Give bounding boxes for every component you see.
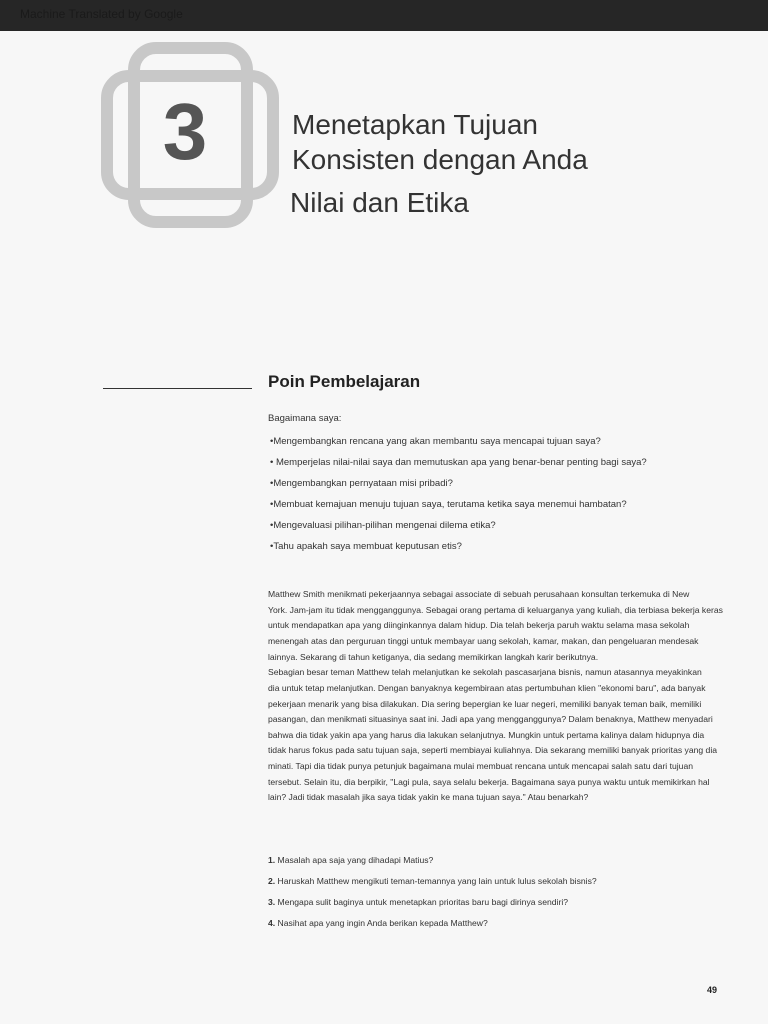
- case-text-line: Sebagian besar teman Matthew telah melanjutkan ke sekolah pascasarjana bisnis, namun atasannya meyakinkan: [268, 667, 702, 677]
- question-text: Mengapa sulit baginya untuk menetapkan prioritas baru bagi dirinya sendiri?: [275, 897, 569, 907]
- case-text-line: lainnya. Sekarang di tahun ketiganya, dia sedang memikirkan langkah karir berikutnya.: [268, 652, 599, 662]
- case-text-line: Matthew Smith menikmati pekerjaannya sebagai associate di sebuah perusahaan konsultan terkemuka di New: [268, 589, 690, 599]
- chapter-title-line: Nilai dan Etika: [290, 187, 469, 218]
- case-text-line: tersebut. Selain itu, dia berpikir, "Lagi pula, saya selalu bekerja. Bagaimana saya punya waktu untuk memikirkan hal: [268, 777, 710, 787]
- chapter-title-line: Menetapkan Tujuan: [292, 109, 538, 140]
- case-text-line: York. Jam-jam itu tidak mengganggunya. Sebagai orang pertama di keluarganya yang kuliah, dia terbiasa bekerja keras: [268, 605, 723, 615]
- question-text: Haruskah Matthew mengikuti teman-temannya yang lain untuk lulus sekolah bisnis?: [275, 876, 597, 886]
- question-number: 1.: [268, 855, 276, 865]
- discussion-question: [268, 897, 568, 907]
- chapter-number: 3: [162, 87, 208, 176]
- case-text-line: bahwa dia tidak yakin apa yang harus dia lakukan selanjutnya. Mungkin untuk pertama kalinya dalam hidupnya dia: [268, 730, 705, 740]
- section-heading: Poin Pembelajaran: [268, 372, 421, 391]
- learning-point: •Membuat kemajuan menuju tujuan saya, terutama ketika saya menemui hambatan?: [270, 499, 627, 510]
- question-number: 2.: [268, 876, 276, 886]
- discussion-question: [268, 918, 488, 928]
- page-number: 49: [707, 985, 718, 995]
- case-text-line: untuk mendapatkan apa yang diinginkannya dalam hidup. Dia telah bekerja paruh waktu selama masa sekolah: [268, 620, 690, 630]
- case-text-line: dia untuk tetap melanjutkan. Dengan banyaknya kegembiraan atas pertumbuhan klien "ekonomi baru", ada banyak: [268, 683, 706, 693]
- case-text-line: menengah atas dan perguruan tinggi untuk membayar uang sekolah, kamar, makan, dan pengeluaran mendesak: [268, 636, 699, 646]
- case-text-line: lain? Jadi tidak masalah jika saya tidak yakin ke mana tujuan saya." Atau benarkah?: [268, 792, 589, 802]
- discussion-question: [268, 876, 597, 886]
- learning-point: •Mengevaluasi pilihan-pilihan mengenai dilema etika?: [270, 520, 496, 531]
- learning-point: •Tahu apakah saya membuat keputusan etis?: [270, 541, 462, 552]
- machine-translation-label: Machine Translated by Google: [20, 7, 183, 21]
- discussion-question: [268, 855, 433, 865]
- case-text-line: pekerjaan menarik yang bisa dilakukan. Dia sering bepergian ke luar negeri, memiliki banyak teman baik, memiliki: [268, 699, 702, 709]
- chapter-title-line: Konsisten dengan Anda: [292, 144, 588, 175]
- question-text: Masalah apa saja yang dihadapi Matius?: [275, 855, 434, 865]
- learning-point: •Mengembangkan rencana yang akan membantu saya mencapai tujuan saya?: [270, 436, 601, 447]
- case-text-line: minati. Tapi dia tidak punya petunjuk bagaimana mulai membuat rencana untuk mencapai salah satu dari tujuan: [268, 761, 694, 771]
- learning-point: •Mengembangkan pernyataan misi pribadi?: [270, 478, 453, 489]
- question-number: 3.: [268, 897, 276, 907]
- question-text: Nasihat apa yang ingin Anda berikan kepada Matthew?: [275, 918, 488, 928]
- section-rule: [103, 388, 252, 389]
- learning-intro: Bagaimana saya:: [268, 413, 342, 424]
- learning-point: • Memperjelas nilai-nilai saya dan memutuskan apa yang benar-benar penting bagi saya?: [270, 457, 647, 468]
- question-number: 4.: [268, 918, 276, 928]
- case-text-line: pasangan, dan menikmati situasinya saat ini. Jadi apa yang mengganggunya? Dalam benaknya, Matthew menyadari: [268, 714, 713, 724]
- case-text-line: tidak harus fokus pada satu tujuan saja, seperti membiayai kuliahnya. Dia sekarang memiliki banyak prioritas yang dia: [268, 745, 718, 755]
